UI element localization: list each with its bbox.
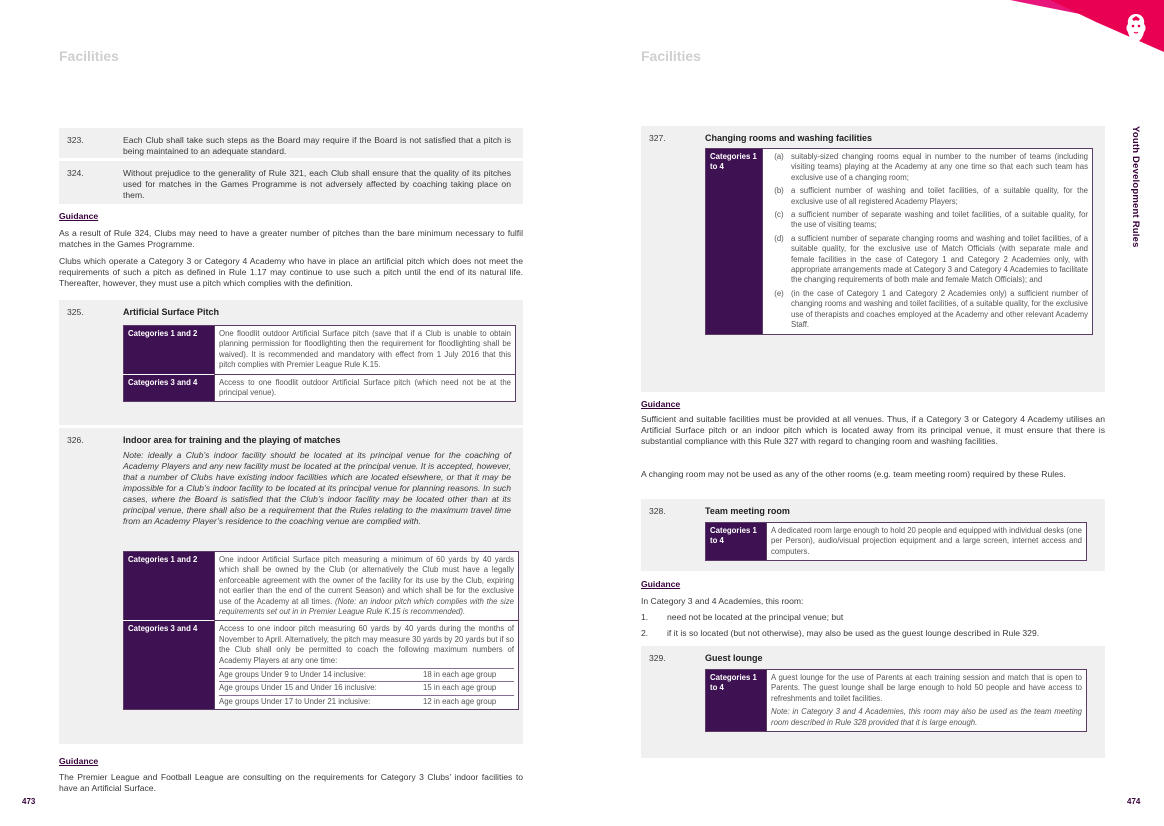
- category-table-325: [123, 325, 516, 402]
- age-group-row: [219, 695, 514, 708]
- guidance-heading: Guidance: [641, 399, 681, 409]
- age-group-label: Age groups Under 15 and Under 16 inclusive:: [219, 683, 377, 693]
- requirement-list: [767, 152, 1088, 331]
- category-table-327: [705, 148, 1093, 335]
- item-marker: (e): [774, 288, 784, 298]
- requirement-note: (Note: an indoor pitch which complies with the size requirements set out in in Premier League Rule K.15 is recommended).: [219, 596, 515, 617]
- list-item: [641, 628, 1039, 639]
- section-title: Facilities: [641, 48, 701, 64]
- category-label: Categories 1 and 2: [124, 552, 215, 621]
- category-table-329: [705, 669, 1087, 732]
- table-row: [124, 552, 519, 621]
- item-text: a sufficient number of separate washing and toilet facilities, of a suitable quality, for the use of visiting teams;: [791, 210, 1088, 230]
- category-label: Categories 1 and 2: [124, 326, 215, 375]
- item-marker: (c): [774, 210, 784, 220]
- page-number: 473: [22, 797, 36, 806]
- guidance-heading: Guidance: [641, 579, 681, 589]
- category-label: Categories 3 and 4: [124, 621, 215, 710]
- age-group-label: Age groups Under 9 to Under 14 inclusive:: [219, 670, 366, 680]
- rule-heading: Indoor area for training and the playing of matches: [123, 435, 341, 445]
- age-group-limit: 18 in each age group: [423, 670, 497, 680]
- guidance-intro: In Category 3 and 4 Academies, this room:: [641, 596, 804, 606]
- rule-text: Without prejudice to the generality of Rule 321, each Club shall ensure that the quality of its pitches used for matches in the Games Programme is not adversely affected by coaching taking place on them.: [123, 168, 511, 200]
- requirement-note: Note: in Category 3 and 4 Academies, this room may also be used as the team meeting room described in Rule 328 provided that it is large enough.: [771, 707, 1082, 727]
- category-label: Categories 3 and 4: [124, 374, 215, 402]
- age-group-row: [219, 668, 514, 681]
- rule-324: [59, 161, 523, 204]
- category-label: Categories 1 to 4: [706, 670, 767, 732]
- rule-number: 326.: [67, 435, 84, 445]
- page-number: 474: [1127, 797, 1141, 806]
- rule-note: Note: ideally a Club’s indoor facility should be located at its principal venue for the coaching of Academy Players and any new facility must be located at the principal venue. It is accepted, however, that a number of Clubs have existing indoor facilities which are located elsewhere, or that it may be impossible for a Club’s indoor facility to be located at its principal venue for planning reasons. In such cases, where the Board is satisfied that the Club’s indoor facility may be located other than at its principal venue, there shall also be a requirement that the Rules relating to the maximum travel time from an Academy Player’s residence to the coaching venue are complied with.: [123, 450, 511, 526]
- category-table-328: [705, 522, 1087, 561]
- item-text: (in the case of Category 1 and Category 2 Academies only) a sufficient number of changing rooms and washing and toilet facilities, of a suitable quality, for the exclusive use of therapists and coaches employed at the Academy and other relevant Academy Staff.: [791, 288, 1088, 330]
- list-number: 1.: [641, 612, 649, 622]
- rule-323: [59, 128, 523, 158]
- table-row: [706, 523, 1087, 561]
- list-item: [641, 612, 843, 623]
- category-requirement: [767, 670, 1087, 732]
- table-row: [706, 149, 1093, 335]
- section-title: Facilities: [59, 48, 119, 64]
- rule-heading: Changing rooms and washing facilities: [705, 133, 873, 143]
- rule-heading: Team meeting room: [705, 506, 790, 516]
- guidance-paragraph: The Premier League and Football League are consulting on the requirements for Category 3 Clubs’ indoor facilities to have an Artificial Surface.: [59, 772, 523, 793]
- guidance-paragraph: As a result of Rule 324, Clubs may need to have a greater number of pitches than the bare minimum necessary to fulfil matches in the Games Programme.: [59, 228, 523, 249]
- item-marker: (b): [774, 186, 784, 196]
- category-requirement: One floodlit outdoor Artificial Surface pitch (save that if a Club is unable to obtain planning permission for floodlighting then the requirement for floodlighting shall be waived). It is recommended and mandatory with effect from 1 July 2016 that this pitch complies with Premier League Rule K.15.: [215, 326, 516, 375]
- rule-number: 325.: [67, 307, 84, 317]
- list-number: 2.: [641, 628, 649, 638]
- list-text: need not be located at the principal venue; but: [667, 612, 844, 622]
- age-group-limit: 15 in each age group: [423, 683, 497, 693]
- requirement-text: A guest lounge for the use of Parents at each training session and match that is open to Parents. The guest lounge shall be large enough to hold 50 people and have access to refreshments and toilet facilities.: [771, 673, 1082, 703]
- category-requirement: A dedicated room large enough to hold 20 people and equipped with individual desks (one per Person), audio/visual projection equipment and a large screen, internet access and computers.: [767, 523, 1087, 561]
- category-label: Categories 1 to 4: [706, 149, 763, 335]
- rule-heading: Artificial Surface Pitch: [123, 307, 220, 317]
- right-page: [582, 0, 1164, 826]
- guidance-heading: Guidance: [59, 211, 99, 221]
- category-table-326: [123, 551, 519, 710]
- list-text: if it is so located (but not otherwise), may also be used as the guest lounge described in Rule 329.: [667, 628, 1040, 638]
- rule-text: Each Club shall take such steps as the Board may require if the Board is not satisfied that a pitch is being maintained to an adequate standard.: [123, 135, 511, 156]
- rule-heading: Guest lounge: [705, 653, 763, 663]
- age-group-limit: 12 in each age group: [423, 696, 497, 706]
- guidance-paragraph: A changing room may not be used as any of the other rooms (e.g. team meeting room) required by these Rules.: [641, 469, 1066, 479]
- category-requirement: [215, 621, 519, 710]
- list-item: [767, 186, 1088, 207]
- requirement-text: One indoor Artificial Surface pitch measuring a minimum of 60 yards by 40 yards which shall be owned by the Club (or alternatively the Club must have a legally enforceable agreement with the owner of the facility for its use by the Club, expiring not earlier than the end of the current Season) and which shall be for the exclusive use of the Academy at all times.: [219, 555, 514, 606]
- guidance-paragraph: Clubs which operate a Category 3 or Category 4 Academy who have in place an artificial pitch which does not meet the requirements of such a pitch as defined in Rule 1.17 may continue to use such a pitch until the end of its natural life. Thereafter, however, they must use a pitch which complies with the definition.: [59, 256, 523, 288]
- table-row: [124, 621, 519, 710]
- category-label: Categories 1 to 4: [706, 523, 767, 561]
- list-item: [767, 234, 1088, 286]
- list-item: [767, 289, 1088, 331]
- list-item: [767, 210, 1088, 231]
- rule-number: 324.: [67, 168, 84, 178]
- category-requirement: Access to one floodlit outdoor Artificial Surface pitch (which need not be at the principal venue).: [215, 374, 516, 402]
- age-group-label: Age groups Under 17 to Under 21 inclusive:: [219, 696, 371, 706]
- requirement-text: Access to one indoor pitch measuring 60 yards by 40 yards during the months of November to April. Alternatively, the pitch may measure 30 yards by 20 yards but if so the Club shall only be permitted to coach the following maximum numbers of Academy Players at any one time:: [219, 624, 514, 665]
- item-text: a sufficient number of washing and toilet facilities, of a suitable quality, for the exclusive use of all registered Academy Players;: [791, 186, 1088, 206]
- item-text: a sufficient number of separate changing rooms and washing and toilet facilities, of a suitable quality, for the exclusive use of Match Officials (with separate male and female facilities in the case of Category 1 and Category 2 Academies only, with appropriate arrangements made at Category 3 and Category 4 Academies to facilitate the changing requirements of both male and female Match Officials); and: [791, 233, 1088, 285]
- rule-number: 328.: [649, 506, 666, 516]
- table-row: [124, 374, 516, 402]
- rule-number: 323.: [67, 135, 84, 145]
- guidance-heading: Guidance: [59, 756, 99, 766]
- rule-number: 327.: [649, 133, 666, 143]
- item-marker: (a): [774, 152, 784, 161]
- category-requirement: [763, 149, 1093, 335]
- side-running-title: Youth Development Rules: [1130, 126, 1141, 248]
- list-item: [767, 152, 1088, 183]
- rule-number: 329.: [649, 653, 666, 663]
- age-group-row: [219, 681, 514, 694]
- table-row: [124, 326, 516, 375]
- item-text: suitably-sized changing rooms equal in number to the number of teams (including visiting teams) playing at the Academy at any one time so that each such team has exclusive use of a changing room;: [791, 152, 1088, 182]
- guidance-paragraph: Sufficient and suitable facilities must be provided at all venues. Thus, if a Category 3 or Category 4 Academy utilises an Artificial Surface pitch or an indoor pitch which is located away from its principal venue, it must ensure that there is substantial compliance with this Rule 327 with regard to changing room and washing facilities.: [641, 414, 1105, 446]
- item-marker: (d): [774, 233, 784, 243]
- table-row: [706, 670, 1087, 732]
- category-requirement: [215, 552, 519, 621]
